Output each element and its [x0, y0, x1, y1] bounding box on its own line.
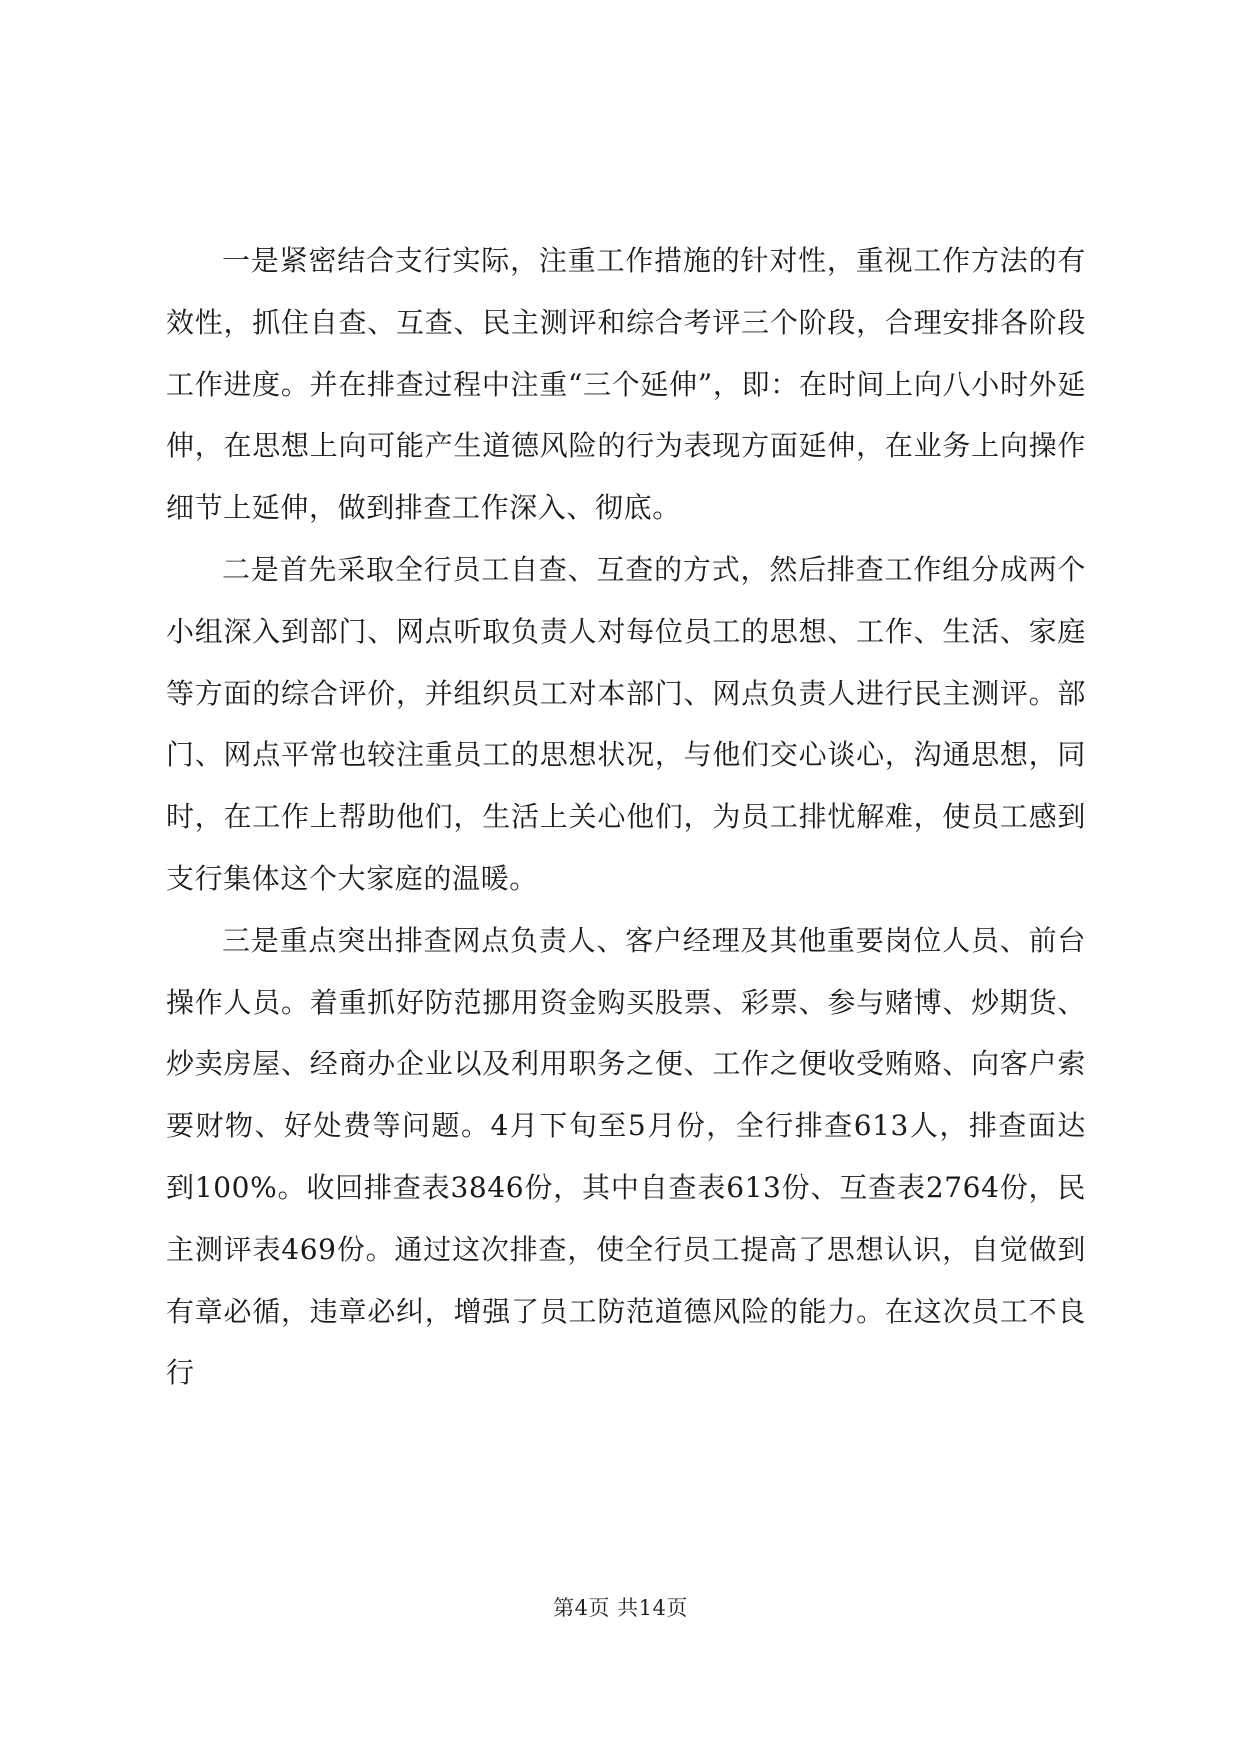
paragraph-1: 一是紧密结合支行实际，注重工作措施的针对性，重视工作方法的有效性，抓住自查、互查、民主测评和综合考评三个阶段，合理安排各阶段工作进度。并在排查过程中注重“三个延伸”，即：在时间上向八小时外延伸，在思想上向可能产生道德风险的行为表现方面延伸，在业务上向操作细节上延伸，做到排查工作深入、彻底。 — [166, 244, 1086, 525]
page-footer: 第4页 共14页 — [553, 1596, 688, 1620]
paragraph-2: 二是首先采取全行员工自查、互查的方式，然后排查工作组分成两个小组深入到部门、网点听取负责人对每位员工的思想、工作、生活、家庭等方面的综合评价，并组织员工对本部门、网点负责人进行民主测评。部门、网点平常也较注重员工的思想状况，与他们交心谈心，沟通思想，同时，在工作上帮助他们，生活上关心他们，为员工排忧解难，使员工感到支行集体这个大家庭的温暖。 — [166, 552, 1086, 895]
paragraph-3: 三是重点突出排查网点负责人、客户经理及其他重要岗位人员、前台操作人员。着重抓好防范挪用资金购买股票、彩票、参与赌博、炒期货、炒卖房屋、经商办企业以及利用职务之便、工作之便收受贿赂、向客户索要财物、好处费等问题。4月下旬至5月份，全行排查613人，排查面达到100%。收回排查表3846份，其中自查表613份、互查表2764份，民主测评表469份。通过这次排查，使全行员工提高了思想认识，自觉做到有章必循，违章必纠，增强了员工防范道德风险的能力。在这次员工不良行 — [166, 923, 1086, 1390]
document-body — [166, 230, 1086, 1404]
